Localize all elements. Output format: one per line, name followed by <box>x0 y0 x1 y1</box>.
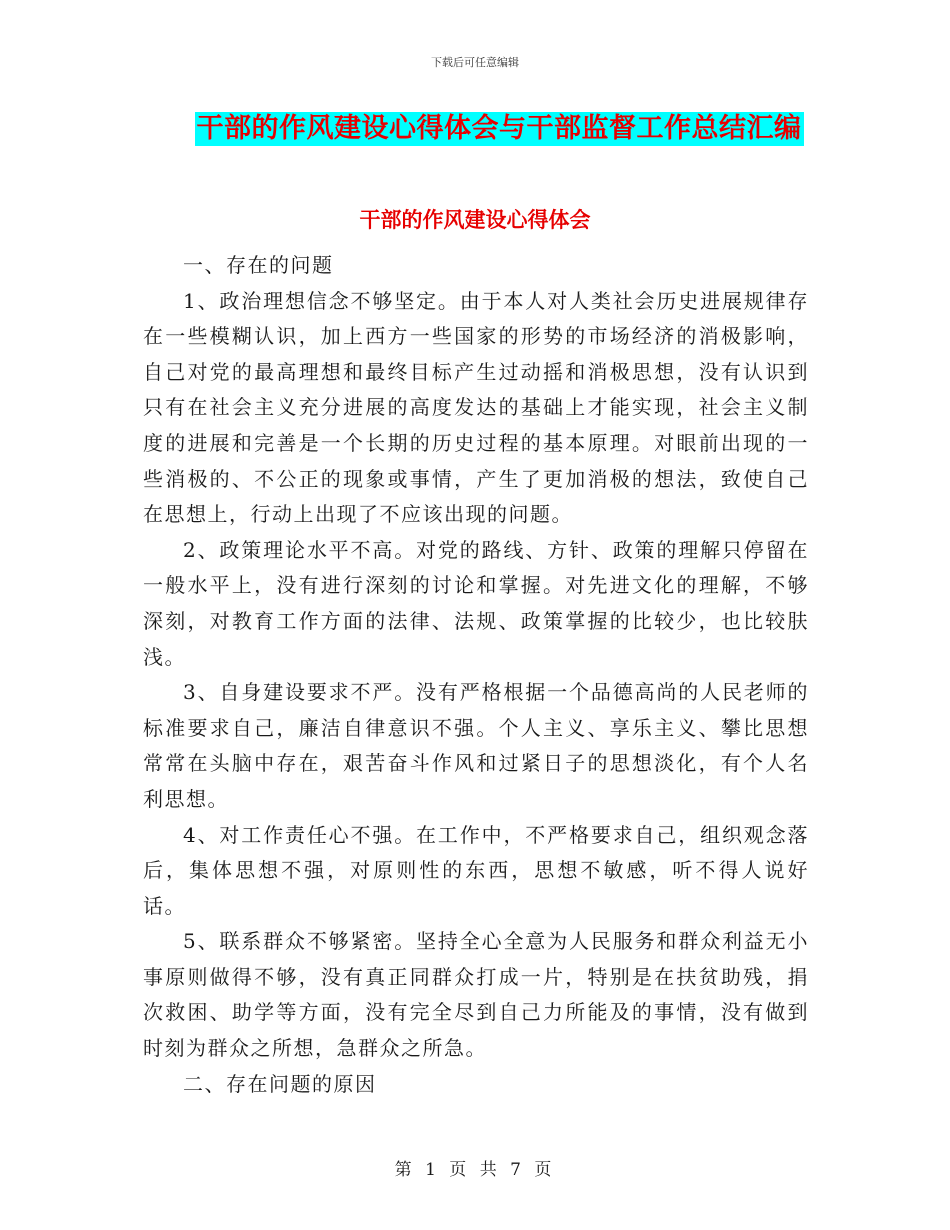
section-title: 干部的作风建设心得体会 <box>359 208 591 232</box>
paragraph: 2、政策理论水平不高。对党的路线、方针、政策的理解只停留在一般水平上，没有进行深刻的讨论和掌握。对先进文化的理解，不够深刻，对教育工作方面的法律、法规、政策掌握的比较少，也比较肤浅。 <box>143 537 809 669</box>
paragraph: 3、自身建设要求不严。没有严格根据一个品德高尚的人民老师的标准要求自己，廉洁自律意识不强。个人主义、享乐主义、攀比思想常常在头脑中存在，艰苦奋斗作风和过紧日子的思想淡化，有个人名利思想。 <box>143 680 809 811</box>
paragraph: 1、政治理想信念不够坚定。由于本人对人类社会历史进展规律存在一些模糊认识，加上西方一些国家的形势的市场经济的消极影响，自己对党的最高理想和最终目标产生过动摇和消极思想，没有认识到只有在社会主义充分进展的高度发达的基础上才能实现，社会主义制度的进展和完善是一个长期的历史过程的基本原理。对眼前出现的一些消极的、不公正的现象或事情，产生了更加消极的想法，致使自己在思想上，行动上出现了不应该出现的问题。 <box>143 288 809 527</box>
paragraph-heading-1: 一、存在的问题 <box>183 253 334 277</box>
page-footer: 第 1 页 共 7 页 <box>394 1160 556 1180</box>
paragraph: 4、对工作责任心不强。在工作中，不严格要求自己，组织观念落后，集体思想不强，对原则性的东西，思想不敏感，听不得人说好话。 <box>143 822 809 918</box>
doc-title: 干部的作风建设心得体会与干部监督工作总结汇编 <box>196 113 802 144</box>
doc-title-wrap <box>0 112 950 146</box>
paragraph: 5、联系群众不够紧密。坚持全心全意为人民服务和群众利益无小事原则做得不够，没有真正同群众打成一片，特别是在扶贫助残，捐次救困、助学等方面，没有完全尽到自己力所能及的事情，没有做到时刻为群众之所想，急群众之所急。 <box>143 929 809 1061</box>
header-note: 下载后可任意编辑 <box>431 56 519 69</box>
paragraph-heading-2: 二、存在问题的原因 <box>183 1071 377 1096</box>
body-text <box>143 248 809 1102</box>
